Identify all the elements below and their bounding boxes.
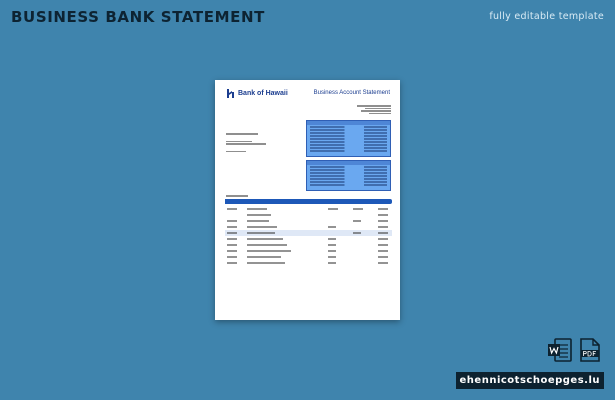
transactions-label xyxy=(226,195,248,197)
file-format-icons xyxy=(547,337,601,363)
balance-summary-box xyxy=(306,160,391,191)
transactions-header-bar xyxy=(225,199,392,204)
account-summary-box xyxy=(306,120,391,157)
bank-name: Bank of Hawaii xyxy=(238,90,288,97)
page-subtitle: fully editable template xyxy=(489,11,604,22)
brand-badge[interactable]: ehennicotschoepges.lu xyxy=(456,372,604,389)
bank-logo xyxy=(226,89,288,98)
statement-preview xyxy=(215,80,400,320)
pdf-document-icon[interactable] xyxy=(579,337,601,363)
statement-heading: Business Account Statement xyxy=(313,90,390,96)
page-title: BUSINESS BANK STATEMENT xyxy=(11,8,265,26)
balance-summary-header xyxy=(307,161,390,165)
bank-logo-icon xyxy=(226,89,236,98)
customer-address-block xyxy=(226,132,266,153)
transactions-table xyxy=(225,206,392,266)
bank-address-block xyxy=(357,104,391,115)
word-document-icon[interactable] xyxy=(547,337,573,363)
account-summary-header xyxy=(307,121,390,125)
table-row xyxy=(225,260,392,266)
